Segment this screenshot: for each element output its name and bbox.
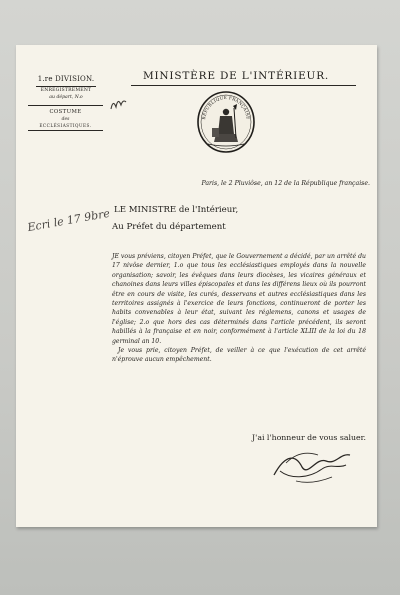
subject-title: COSTUME xyxy=(49,109,82,115)
divider xyxy=(28,130,103,131)
letter-document xyxy=(16,45,377,527)
closing-line: J'ai l'honneur de vous saluer. xyxy=(252,433,366,442)
subject-ecclesiastiques: ECCLÉSIASTIQUES. xyxy=(39,123,92,128)
handwritten-mark-icon xyxy=(108,93,130,115)
subject-des: des xyxy=(61,117,70,122)
republic-seal-icon xyxy=(196,90,256,154)
sender-line: LE MINISTRE de l'Intérieur, xyxy=(114,205,239,215)
ministry-title: MINISTÈRE DE L'INTÉRIEUR. xyxy=(142,70,330,82)
enregistrement-label: ENREGISTREMENT xyxy=(40,88,92,93)
handwritten-note xyxy=(26,206,111,260)
body-paragraph: JE vous préviens, citoyen Préfet, que le Gouvernement a décidé, par un arrêté du 17 nivôse dernier, 1.o que tous les ecclésiastiques employés dans la nouvelle organisation; savoir, les évêques dans leurs diocèses, les vicaires généraux et chanoines dans leurs villes épiscopales et dans les différens lieux où ils pourront être en cours de visite, les curés, desservans et autres ecclésiastiques dans les territoires assignés à l'exercice de leurs fonctions, continueront de porter les habits convenables à leur état, suivant les réglemens, canons et usages de l'église; 2.o que hors des cas déterminés dans l'article précédent, ils seront habillés à la française et en noir, conformément à l'article XLIII de la loi du 18 germinal an 10. xyxy=(112,253,366,345)
body-paragraph: Je vous prie, citoyen Préfet, de veiller à ce que l'exécution de cet arrêté n'éprouve aucun empêchement. xyxy=(112,347,366,364)
recipient-line: Au Préfet du département xyxy=(112,222,226,232)
date-line: Paris, le 2 Pluviôse, an 12 de la République française. xyxy=(201,180,370,187)
handwritten-note-text: Ecri le 17 9bre xyxy=(26,206,111,235)
seal-text: RÉPUBLIQUE FRANÇAISE xyxy=(201,94,251,120)
division-label: 1.re DIVISION. xyxy=(37,75,95,83)
divider xyxy=(28,105,103,106)
letter-body xyxy=(112,252,366,365)
divider xyxy=(131,85,356,86)
signature-icon xyxy=(266,443,356,488)
au-depart-label: au départ, N.o xyxy=(49,95,83,100)
divider xyxy=(36,86,96,87)
